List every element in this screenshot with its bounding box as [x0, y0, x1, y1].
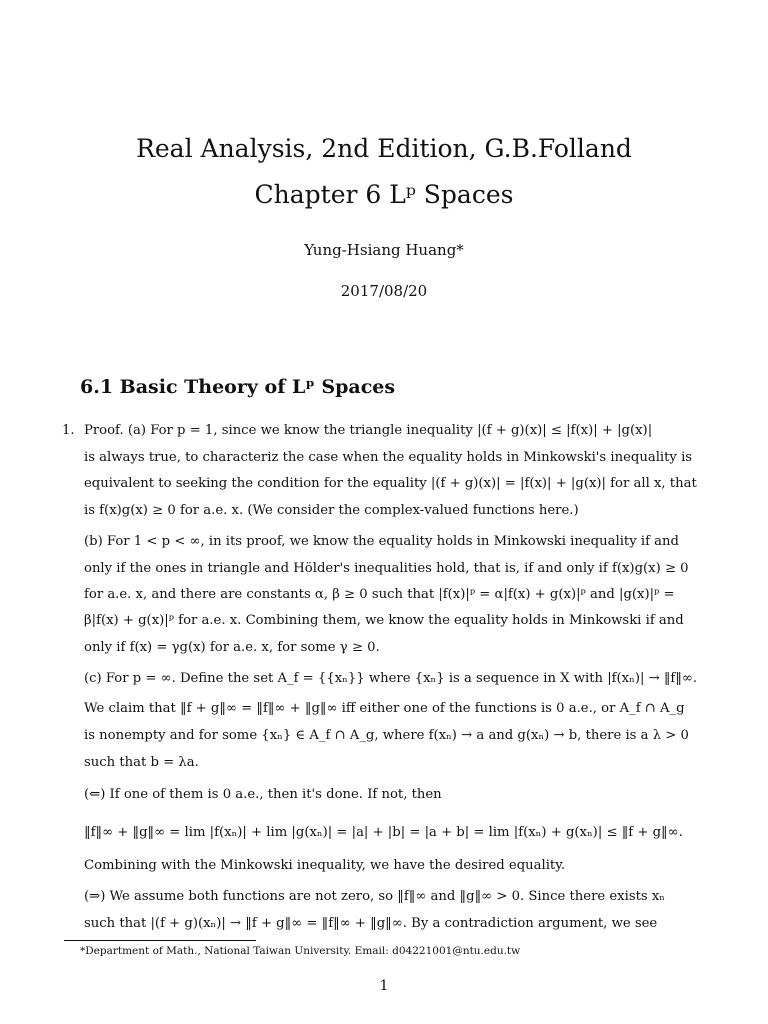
paper-date: 2017/08/20 — [340, 282, 428, 300]
body-line: is nonempty and for some {xₙ} ∈ A_f ∩ A_g, where f(xₙ) → a and g(xₙ) → b, there is a λ > 0 — [84, 728, 689, 743]
body-line: for a.e. x, and there are constants α, β ≥ 0 such that |f(x)|ᵖ = α|f(x) + g(x)|ᵖ and |g(x)|ᵖ = — [84, 587, 675, 602]
author-name: Yung-Hsiang Huang* — [304, 241, 464, 259]
body-line: (c) For p = ∞. Define the set A_f = {{xₙ}} where {xₙ} is a sequence in X with |f(xₙ)| → ‖f‖∞. — [84, 671, 698, 686]
body-line: (b) For 1 < p < ∞, in its proof, we know the equality holds in Minkowski inequality if and — [84, 534, 679, 549]
body-line: β|f(x) + g(x)|ᵖ for a.e. x. Combining them, we know the equality holds in Minkowski if and — [84, 613, 684, 628]
chapter-heading: Chapter 6 Lᵖ Spaces — [254, 180, 514, 209]
footnote-rule — [64, 940, 256, 941]
body-line: such that |(f + g)(xₙ)| → ‖f + g‖∞ = ‖f‖∞ + ‖g‖∞. By a contradiction argument, we see — [84, 916, 658, 931]
body-line: (⇒) We assume both functions are not zero, so ‖f‖∞ and ‖g‖∞ > 0. Since there exists xₙ — [84, 889, 666, 904]
body-line: Proof. (a) For p = 1, since we know the triangle inequality |(f + g)(x)| ≤ |f(x)| + |g(x)| — [84, 423, 653, 438]
page-number: 1 — [379, 978, 389, 994]
item-number: 1. — [62, 423, 75, 438]
body-line: only if f(x) = γg(x) for a.e. x, for some γ ≥ 0. — [84, 640, 380, 655]
body-line: Combining with the Minkowski inequality, we have the desired equality. — [84, 858, 566, 873]
section-heading: 6.1 Basic Theory of Lᵖ Spaces — [80, 376, 396, 398]
body-line: only if the ones in triangle and Hölder's inequalities hold, that is, if and only if f(x)g(x) ≥ 0 — [84, 561, 689, 576]
body-line: is f(x)g(x) ≥ 0 for a.e. x. (We consider the complex-valued functions here.) — [84, 503, 579, 518]
body-line: We claim that ‖f + g‖∞ = ‖f‖∞ + ‖g‖∞ iff either one of the functions is 0 a.e., or A_f ∩ A_g — [84, 701, 685, 716]
display-equation: ‖f‖∞ + ‖g‖∞ = lim |f(xₙ)| + lim |g(xₙ)| = |a| + |b| = |a + b| = lim |f(xₙ) + g(xₙ)| ≤ ‖f + g‖∞. — [84, 825, 683, 840]
body-line: such that b = λa. — [84, 755, 199, 770]
body-line: equivalent to seeking the condition for the equality |(f + g)(x)| = |f(x)| + |g(x)| for all x, that — [84, 476, 697, 491]
footnote: *Department of Math., National Taiwan University. Email: d04221001@ntu.edu.tw — [80, 945, 521, 957]
body-line: is always true, to characteriz the case when the equality holds in Minkowski's inequality is — [84, 450, 693, 465]
paper-title: Real Analysis, 2nd Edition, G.B.Folland — [136, 134, 632, 163]
body-line: (⇐) If one of them is 0 a.e., then it's done. If not, then — [84, 787, 442, 802]
